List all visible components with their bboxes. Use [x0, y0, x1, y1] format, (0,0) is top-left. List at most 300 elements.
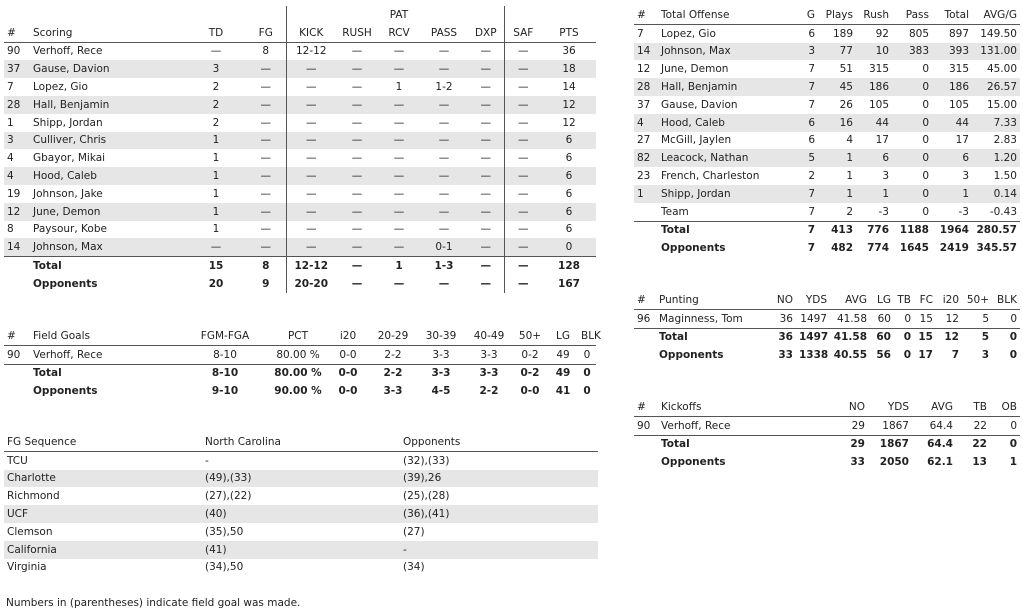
table-cell: 2.83 [993, 134, 1017, 147]
table-cell: — [438, 277, 450, 290]
column-header: YDS [868, 398, 912, 416]
table-cell: — [504, 60, 542, 78]
table-row [4, 167, 596, 185]
table-cell: 7 [788, 185, 818, 203]
table-cell: 22 [956, 435, 990, 453]
table-cell: Hood, Caleb [30, 167, 186, 185]
table-cell [634, 328, 656, 346]
table-cell: — [246, 167, 286, 185]
table-cell: — [336, 203, 378, 221]
column-header: AVG [830, 291, 870, 309]
table-cell: 315 [948, 63, 969, 76]
column-header: YDS [796, 291, 830, 309]
table-cell: — [186, 238, 246, 256]
punting-header-row [634, 291, 1020, 309]
table-cell: — [393, 277, 405, 290]
table-cell: Johnson, Max [30, 238, 186, 256]
table-cell: — [393, 116, 405, 129]
table-cell: — [420, 132, 468, 150]
table-cell: — [351, 187, 363, 200]
fg_sequence-header-row [4, 433, 598, 451]
spacer-cell [286, 6, 336, 24]
table-cell: 7 [637, 27, 644, 40]
table-cell: — [420, 96, 468, 114]
table-cell: 1964 [932, 221, 972, 239]
table-cell: — [286, 60, 336, 78]
scoring-table [4, 6, 596, 293]
table-cell: 0 [903, 349, 911, 362]
table-cell [634, 453, 658, 471]
fg-sequence-note: Numbers in (parentheses) indicate field goal was made. [6, 597, 301, 609]
table-cell: 1 [395, 81, 403, 94]
table-cell: — [518, 81, 529, 94]
table-cell: 1 [856, 185, 892, 203]
table-cell: 149.50 [980, 27, 1017, 40]
table-cell: 1497 [796, 328, 830, 346]
table-row [634, 96, 1020, 114]
table-row [634, 78, 1020, 96]
table-cell [4, 275, 30, 293]
table-cell: Total [30, 364, 180, 382]
table-cell: — [336, 167, 378, 185]
column-header: KICK [286, 24, 336, 42]
table-cell: 6 [788, 114, 818, 132]
table-cell: — [246, 60, 286, 78]
table-cell: — [468, 114, 504, 132]
column-header: FG Sequence [4, 433, 202, 451]
table-row [4, 487, 598, 505]
table-cell: — [468, 203, 504, 221]
table-cell: — [468, 221, 504, 239]
table-cell: — [286, 96, 336, 114]
column-header: Opponents [400, 433, 598, 451]
table-row [4, 42, 596, 60]
table-cell: 8-10 [213, 348, 237, 361]
table-cell: 15.00 [986, 98, 1017, 111]
table-cell: 2 [212, 81, 220, 94]
table-cell: — [438, 152, 450, 165]
table-cell: 315 [868, 63, 889, 76]
table-cell: Gause, Davion [661, 98, 738, 111]
table-cell: 3 [4, 132, 30, 150]
table-cell: 3 [882, 170, 889, 183]
table-cell [4, 364, 30, 382]
table-row [4, 541, 598, 559]
table-cell: — [504, 96, 542, 114]
table-cell: 0-0 [520, 385, 540, 398]
table-cell: — [351, 152, 363, 165]
field_goals-header-row [4, 327, 596, 345]
table-cell: 6 [565, 187, 573, 200]
table-row [4, 221, 596, 239]
table-cell: 1.50 [993, 170, 1017, 183]
total-row [4, 364, 596, 382]
table-cell: 29 [851, 419, 865, 432]
table-cell: Leacock, Nathan [658, 149, 788, 167]
table-cell: Gause, Davion [30, 60, 186, 78]
table-cell: UCF [4, 505, 202, 523]
table-cell: Maginness, Tom [659, 312, 743, 325]
table-cell: Total [656, 328, 766, 346]
table-cell: 10 [856, 43, 892, 61]
table-cell: Hood, Caleb [658, 114, 788, 132]
table-cell: — [351, 277, 363, 290]
table-cell: 82 [634, 149, 658, 167]
table-cell: Team [661, 205, 689, 218]
table-cell: 12 [562, 116, 576, 129]
table-cell: — [468, 132, 504, 150]
table-cell: — [468, 96, 504, 114]
table-cell: 0 [578, 364, 596, 382]
table-cell: — [246, 238, 286, 256]
table-cell: Shipp, Jordan [658, 185, 788, 203]
table-cell: 90 [7, 45, 21, 58]
table-cell: — [393, 187, 405, 200]
table-cell: 3 [788, 43, 818, 61]
table-row [634, 60, 1020, 78]
table-cell: Opponents [661, 456, 726, 469]
table-cell: Culliver, Chris [30, 132, 186, 150]
table-cell: 6 [932, 149, 972, 167]
table-cell: 897 [948, 27, 969, 40]
opponents-row [4, 275, 596, 293]
table-cell: California [4, 541, 202, 559]
table-cell: 1.20 [972, 149, 1020, 167]
table-cell: Opponents [659, 349, 724, 362]
table-cell: 33 [850, 456, 865, 469]
table-row [634, 416, 1020, 435]
table-row [4, 78, 596, 96]
column-header: Kickoffs [658, 398, 808, 416]
table-cell: 15 [914, 328, 936, 346]
table-cell: 17 [918, 349, 933, 362]
table-cell: (49),(33) [202, 470, 400, 488]
table-cell: — [468, 167, 504, 185]
table-cell: 12-12 [286, 257, 336, 275]
table-cell: 0-0 [338, 385, 358, 398]
table-cell: — [468, 60, 504, 78]
table-cell: 64.4 [929, 419, 953, 432]
table-cell: 19 [7, 187, 21, 200]
table-cell: (27) [403, 525, 425, 538]
table-cell: 0 [922, 170, 929, 183]
table-cell: (39),26 [400, 470, 598, 488]
column-header: FGM-FGA [180, 327, 270, 345]
table-cell: 0 [922, 98, 929, 111]
table-cell: — [504, 238, 542, 256]
column-header: TB [956, 398, 990, 416]
table-cell: Charlotte [4, 470, 202, 488]
table-cell: McGill, Jaylen [661, 134, 732, 147]
table-cell: (25),(28) [403, 490, 450, 503]
table-cell: June, Demon [30, 203, 186, 221]
table-cell: Hall, Benjamin [658, 78, 788, 96]
table-cell: 20 [208, 277, 224, 290]
table-cell: 27 [637, 134, 651, 147]
table-cell: 8 [7, 223, 14, 236]
table-cell: 2 [186, 96, 246, 114]
table-cell: 0 [892, 185, 932, 203]
table-row [4, 345, 596, 364]
table-cell: 90.00 % [274, 385, 322, 398]
spacer-cell [246, 6, 286, 24]
table-cell: 1188 [892, 221, 932, 239]
table-cell: Opponents [661, 242, 726, 255]
table-cell: Shipp, Jordan [33, 116, 103, 129]
table-cell: 776 [856, 221, 892, 239]
table-cell: — [246, 132, 286, 150]
table-cell: 26.57 [972, 78, 1020, 96]
column-header: RUSH [336, 24, 378, 42]
table-cell: 7 [788, 221, 818, 239]
table-cell [634, 346, 656, 364]
table-cell: — [336, 257, 378, 275]
table-cell: — [468, 185, 504, 203]
spacer-cell [30, 6, 186, 24]
table-cell: 1 [212, 152, 220, 165]
table-cell: 6 [856, 149, 892, 167]
table-cell: 7 [807, 242, 815, 255]
table-cell: 28 [4, 96, 30, 114]
column-header: NO [808, 398, 868, 416]
table-cell: 0-1 [420, 238, 468, 256]
table-cell: — [351, 223, 363, 236]
column-header: FG [246, 24, 286, 42]
table-row [4, 451, 598, 469]
table-cell: Verhoff, Rece [33, 45, 103, 58]
column-header: G [788, 6, 818, 24]
opponents-row [634, 453, 1020, 471]
table-row [4, 114, 596, 132]
table-row [4, 238, 596, 256]
table-cell: 1867 [882, 419, 909, 432]
punting-table [634, 291, 1020, 364]
table-cell: 20-20 [294, 277, 329, 290]
table-cell: Richmond [7, 490, 60, 503]
table-cell: 1497 [800, 312, 827, 325]
table-cell [634, 221, 658, 239]
table-cell: — [438, 223, 450, 236]
column-header: Rush [856, 6, 892, 24]
table-cell: 9 [246, 275, 286, 293]
table-cell: 0 [922, 205, 929, 218]
table-cell: 29 [808, 435, 868, 453]
table-cell: 1-3 [420, 257, 468, 275]
table-cell: — [246, 185, 286, 203]
table-cell: 8 [246, 257, 286, 275]
table-cell: 4 [4, 167, 30, 185]
table-cell: — [336, 96, 378, 114]
table-cell: 28 [634, 78, 658, 96]
table-cell: — [378, 60, 420, 78]
table-cell [634, 239, 658, 257]
spacer-cell [468, 6, 504, 24]
table-cell: — [393, 152, 405, 165]
table-cell: 105 [868, 98, 889, 111]
column-header: AVG/G [972, 6, 1020, 24]
table-cell: Clemson [7, 525, 53, 538]
table-cell: 0 [892, 78, 932, 96]
table-cell: 6 [565, 152, 573, 165]
table-cell: 6 [542, 167, 596, 185]
column-header: Plays [818, 6, 856, 24]
table-cell: 36 [779, 312, 793, 325]
table-row [634, 43, 1020, 61]
table-cell: 41.58 [830, 328, 870, 346]
column-header: Field Goals [30, 327, 180, 345]
table-cell: 1-2 [435, 81, 453, 94]
column-header: BLK [992, 291, 1020, 309]
column-header: 50+ [962, 291, 992, 309]
table-cell: Total [30, 257, 186, 275]
table-cell: 92 [875, 27, 889, 40]
table-row [4, 559, 598, 577]
table-cell: 13 [972, 456, 987, 469]
table-cell: 1645 [899, 242, 929, 255]
table-cell: — [306, 81, 317, 94]
table-cell: — [351, 81, 363, 94]
table-cell: 3-3 [383, 385, 403, 398]
table-cell: 18 [542, 60, 596, 78]
table-cell: 2 [212, 116, 220, 129]
table-cell: — [306, 152, 317, 165]
table-cell: — [336, 60, 378, 78]
table-cell: 7 [788, 78, 818, 96]
table-cell: 7 [808, 63, 815, 76]
table-cell: 5 [962, 328, 992, 346]
table-cell: 80.00 % [270, 364, 326, 382]
table-cell: 0 [904, 312, 911, 325]
table-cell: 4-5 [431, 385, 451, 398]
table-cell: 8 [246, 42, 286, 60]
table-cell: — [438, 187, 450, 200]
table-row [634, 114, 1020, 132]
table-cell: 2050 [879, 456, 909, 469]
table-row [4, 505, 598, 523]
table-cell: 40.55 [833, 349, 867, 362]
table-cell [4, 257, 30, 275]
table-cell: — [468, 42, 504, 60]
table-cell: 1 [186, 132, 246, 150]
table-cell: — [420, 60, 468, 78]
table-cell: - [400, 541, 598, 559]
table-cell: 0 [583, 385, 591, 398]
table-cell: — [378, 96, 420, 114]
table-cell: — [351, 116, 363, 129]
column-header: Punting [656, 291, 766, 309]
table-cell: 17 [955, 134, 969, 147]
table-cell: 33 [778, 349, 793, 362]
table-cell: — [518, 45, 529, 58]
table-cell: 1 [634, 185, 658, 203]
table-cell: 3 [962, 170, 969, 183]
table-cell: 62.1 [927, 456, 953, 469]
table-row [4, 149, 596, 167]
table-cell: 0 [1009, 349, 1017, 362]
table-cell: — [438, 116, 450, 129]
spacer-cell [4, 6, 30, 24]
table-cell: 44 [932, 114, 972, 132]
column-header: SAF [504, 24, 542, 42]
column-header: AVG [912, 398, 956, 416]
table-cell: — [246, 96, 286, 114]
table-cell: — [504, 167, 542, 185]
table-cell: — [378, 167, 420, 185]
scoring-group-row [4, 6, 596, 24]
table-cell: Verhoff, Rece [33, 348, 103, 361]
table-cell: -3 [878, 205, 889, 218]
table-cell: 2 [808, 170, 815, 183]
table-cell: 17 [875, 134, 889, 147]
table-cell: 1 [932, 185, 972, 203]
column-header: # [634, 398, 658, 416]
table-cell: (40) [202, 505, 400, 523]
table-cell: 60 [870, 328, 894, 346]
column-header: North Carolina [202, 433, 400, 451]
table-cell: — [518, 152, 529, 165]
table-cell: — [336, 238, 378, 256]
table-cell: 393 [932, 43, 972, 61]
column-header: Total [932, 6, 972, 24]
table-cell: 2-2 [479, 385, 499, 398]
table-cell: 3-3 [416, 364, 466, 382]
table-cell [634, 435, 658, 453]
table-cell: — [246, 114, 286, 132]
table-cell: 6 [542, 203, 596, 221]
spacer-cell [542, 6, 596, 24]
table-cell: 0 [922, 134, 929, 147]
table-cell: — [468, 78, 504, 96]
table-cell: 3-3 [466, 364, 512, 382]
table-row [634, 132, 1020, 150]
opponents-row [634, 346, 1020, 364]
table-cell: 3 [981, 349, 989, 362]
table-cell: — [468, 149, 504, 167]
table-cell: 7 [808, 98, 815, 111]
table-cell: 7 [951, 349, 959, 362]
table-cell: 4 [7, 152, 14, 165]
column-header: 30-39 [416, 327, 466, 345]
table-cell: — [378, 203, 420, 221]
table-cell: 0 [922, 63, 929, 76]
column-header: # [4, 327, 30, 345]
table-cell: — [210, 45, 222, 58]
table-cell: — [420, 167, 468, 185]
column-header: LG [548, 327, 578, 345]
table-cell: — [518, 187, 529, 200]
table-cell: — [286, 238, 336, 256]
table-cell: — [438, 45, 450, 58]
table-cell: 51 [839, 63, 853, 76]
table-cell: 12 [4, 203, 30, 221]
column-header: 20-29 [370, 327, 416, 345]
table-row [634, 167, 1020, 185]
opponents-row [634, 239, 1020, 257]
table-cell: 0-0 [326, 364, 370, 382]
table-cell: 383 [892, 43, 932, 61]
column-header: # [4, 24, 30, 42]
table-cell: 280.57 [972, 221, 1020, 239]
table-cell: Verhoff, Rece [661, 419, 731, 432]
table-cell: 1 [378, 257, 420, 275]
table-cell: Opponents [33, 385, 98, 398]
table-cell: 0.14 [972, 185, 1020, 203]
table-cell: 14 [4, 238, 30, 256]
table-cell: 26 [839, 98, 853, 111]
table-cell: French, Charleston [661, 170, 760, 183]
table-cell: 14 [562, 81, 576, 94]
spacer-cell [504, 6, 542, 24]
